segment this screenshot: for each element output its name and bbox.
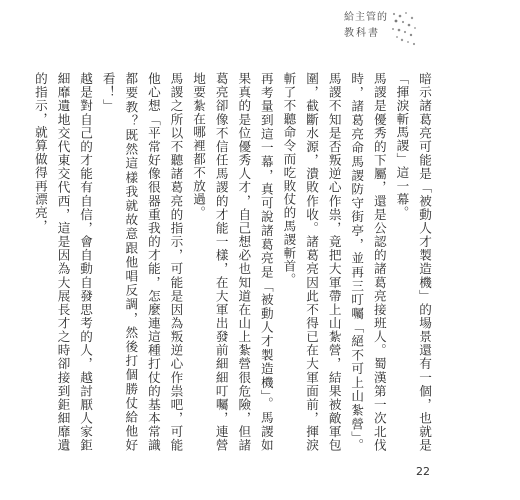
header-subtitle: 教科書 — [344, 28, 380, 39]
body-text — [32, 72, 435, 452]
paragraph: 馬謖之所以不聽諸葛亮的指示，可能是因為叛逆心作祟吧，可能他心想「平常好像很器重我的才能，怎麼連這種打仗的基本常識都要教？既然這樣我就故意跟他唱反調，然後打個勝仗給他好看！」 — [100, 72, 184, 452]
paragraph: 再考量到這一幕，真可說諸葛亮是「被動人才製造機」。馬謖如果真的是位優秀人才，自己想必也知道在山上紮營很危險，但諸葛亮卻像不信任馬謖的才能一樣，在大軍出發前細細叮囑，連營地要紮在哪裡都不放過。 — [191, 72, 274, 452]
page-number: 22 — [416, 465, 430, 478]
header-title: 給主管的 — [344, 12, 388, 23]
paragraph: 馬謖是優秀的下屬，還是公認的諸葛亮接班人。蜀漢第一次北伐時，諸葛亮命馬謖防守街亭，並再三叮囑「絕不可上山紮營」。馬謖不知是否叛逆心作祟，竟把大軍帶上山紮營，結果被敵軍包圍，截斷水源，潰敗作收。諸葛亮因此不得已在大軍面前，揮淚斬了不聽命令而吃敗仗的馬謖斬首。 — [281, 72, 387, 452]
paragraph: 越是對自己的才能有自信，會自動自發思考的人，越討厭人家鉅細靡遺地交代東交代西，這是因為大展長才之時卻接到鉅細靡遺的指示，就算做得再漂亮， — [32, 72, 94, 452]
running-header — [314, 8, 388, 52]
paragraph: 暗示諸葛亮可能是「被動人才製造機」的場景還有一個，也就是「揮淚斬馬謖」這一幕。 — [394, 72, 432, 452]
decorative-dots-icon — [388, 10, 418, 48]
